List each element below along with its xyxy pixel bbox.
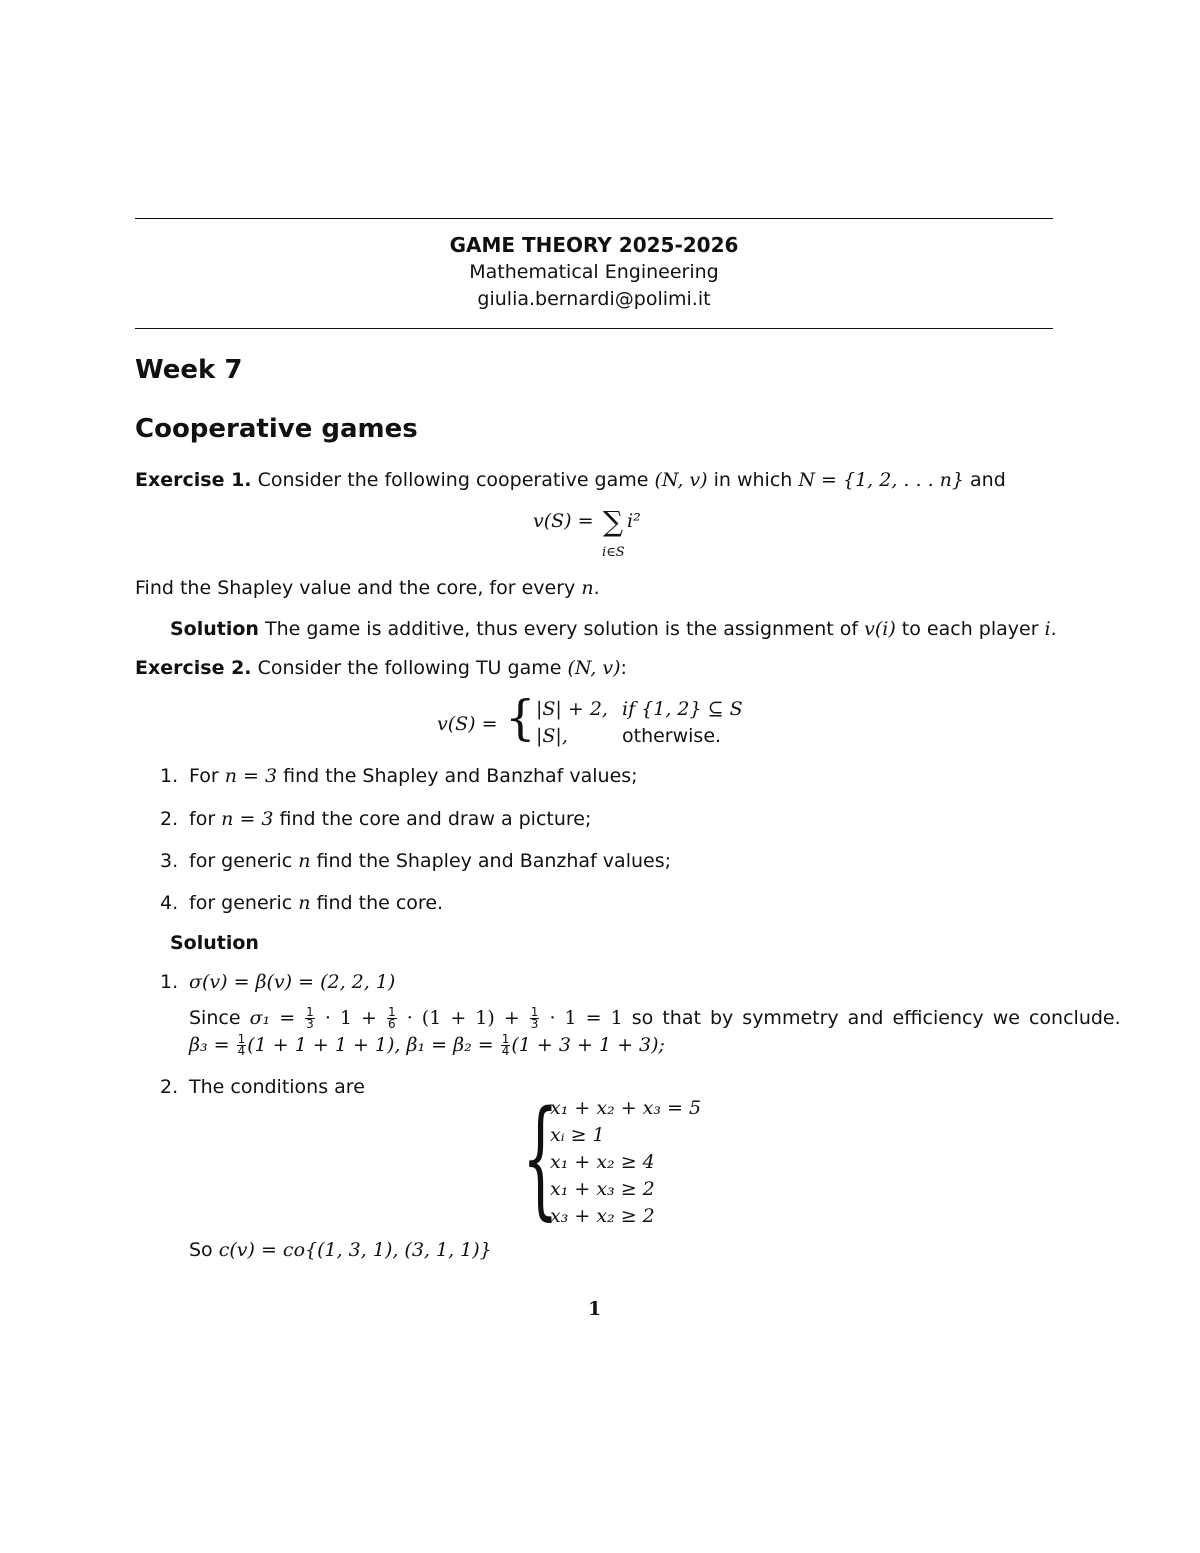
list-item-text2: find the core and draw a picture; <box>273 808 592 830</box>
ex1-solution-text: The game is additive, thus every solution is the assignment of <box>258 618 865 640</box>
list-item <box>160 892 443 914</box>
ex1-formula-lhs: v(S) = <box>533 510 600 532</box>
ex2-case2-value: |S|, <box>536 725 568 747</box>
ex1-solution-math: v(i) <box>864 618 896 640</box>
list-item-text2: find the core. <box>310 892 444 914</box>
ex1-sum-subscript: i∈S <box>602 545 625 560</box>
condition-line: x₁ + x₂ + x₃ = 5 <box>550 1097 702 1119</box>
list-item-number: 4. <box>160 892 179 914</box>
fraction <box>530 1007 540 1030</box>
ex1-players: N = {1, 2, . . . n} <box>798 469 964 491</box>
conditions-brace: { <box>522 1084 559 1233</box>
sol1-beta-part1: (1 + 1 + 1 + 1), β₁ = β₂ = <box>247 1034 500 1056</box>
ex2-solution-label <box>170 932 259 954</box>
exercise-1-label: Exercise 1. <box>135 469 252 491</box>
list-item <box>160 765 638 787</box>
exercise-2-label: Exercise 2. <box>135 657 252 679</box>
fraction-numerator: 1 <box>306 1005 314 1019</box>
sol2-text: The conditions are <box>189 1076 365 1098</box>
fraction-numerator: 1 <box>388 1005 396 1019</box>
list-item-math: n = 3 <box>224 765 278 787</box>
fraction-numerator: 1 <box>501 1032 510 1046</box>
ex2-text: Consider the following TU game <box>257 657 568 679</box>
sol1-sigma: σ₁ = <box>249 1007 305 1029</box>
fraction-denominator: 3 <box>306 1017 314 1031</box>
ex2-text2: : <box>620 657 627 679</box>
ex2-formula-lhs: v(S) = <box>437 713 504 735</box>
ex1-text: Consider the following cooperative game <box>257 469 655 491</box>
exercise-2-statement <box>135 657 627 679</box>
sol1-math: σ(v) = β(v) = (2, 2, 1) <box>189 971 396 993</box>
fraction <box>501 1034 511 1057</box>
ex2-case1-value: |S| + 2, <box>536 698 608 720</box>
condition-line: xᵢ ≥ 1 <box>550 1124 605 1146</box>
section-heading: Cooperative games <box>135 414 418 444</box>
ex1-question-text: Find the Shapley value and the core, for every <box>135 577 582 599</box>
list-item-text2: find the Shapley and Banzhaf values; <box>277 765 638 787</box>
list-item-text: For <box>189 765 225 787</box>
fraction <box>237 1034 247 1057</box>
list-item-number: 3. <box>160 850 179 872</box>
fraction-denominator: 6 <box>388 1017 396 1031</box>
list-item-number: 1. <box>160 765 179 787</box>
ex1-solution-label: Solution <box>170 618 259 640</box>
course-title: GAME THEORY 2025-2026 <box>449 233 739 257</box>
fraction <box>305 1007 315 1030</box>
ex1-formula <box>533 510 600 532</box>
fraction-numerator: 1 <box>530 1005 539 1019</box>
ex1-game: (N, v) <box>654 469 708 491</box>
ex1-solution-text2: to each player <box>895 618 1045 640</box>
list-item-text: for generic <box>189 892 299 914</box>
fraction-numerator: 1 <box>237 1032 246 1046</box>
sol1-beta-part2: (1 + 3 + 1 + 3); <box>511 1034 665 1056</box>
list-item-number: 2. <box>160 808 179 830</box>
ex2-solution-heading: Solution <box>170 932 259 954</box>
sol1-since: Since <box>189 1007 250 1029</box>
sol1-beta-line <box>189 1034 665 1057</box>
ex1-question-n: n <box>581 577 594 599</box>
sol2-core <box>189 1239 492 1261</box>
ex1-question <box>135 577 600 599</box>
ex1-solution-end: . <box>1050 618 1057 640</box>
list-item-math: n <box>298 892 311 914</box>
sol1-result <box>160 971 395 993</box>
condition-line: x₁ + x₂ ≥ 4 <box>550 1151 655 1173</box>
condition-line: x₃ + x₂ ≥ 2 <box>550 1205 655 1227</box>
bottom-rule <box>135 328 1053 329</box>
top-rule <box>135 218 1053 219</box>
exercise-1-statement <box>135 469 1006 491</box>
ex1-solution-i: i <box>1044 618 1051 640</box>
list-item-text2: find the Shapley and Banzhaf values; <box>310 850 672 872</box>
ex1-text2: in which <box>707 469 799 491</box>
fraction-denominator: 4 <box>237 1044 246 1058</box>
author-email: giulia.bernardi@polimi.it <box>477 288 711 310</box>
ex1-sum-term: i² <box>627 510 641 532</box>
fraction-denominator: 3 <box>530 1017 539 1031</box>
sol2-intro <box>160 1076 365 1098</box>
ex1-sum-symbol: ∑ <box>603 505 623 538</box>
fraction-denominator: 4 <box>501 1044 510 1058</box>
ex2-left-brace: { <box>505 690 536 746</box>
sol1-part2: · (1 + 1) + <box>397 1007 529 1029</box>
sol1-since-line <box>189 1007 1121 1030</box>
sol1-beta3: β₃ = <box>189 1034 236 1056</box>
list-item-text: for <box>189 808 222 830</box>
sol1-tail: so that by symmetry and efficiency we conclude. <box>622 1007 1121 1029</box>
list-item-text: for generic <box>189 850 299 872</box>
sol1-part1: · 1 + <box>315 1007 387 1029</box>
fraction <box>387 1007 397 1030</box>
ex1-question-end: . <box>593 577 600 599</box>
week-heading: Week 7 <box>135 355 243 385</box>
list-item <box>160 850 671 872</box>
sol1-part3: · 1 = 1 <box>540 1007 623 1029</box>
list-item <box>160 808 591 830</box>
page-number: 1 <box>588 1298 602 1320</box>
ex1-solution <box>170 618 1057 640</box>
ex2-game: (N, v) <box>567 657 621 679</box>
list-item-math: n = 3 <box>221 808 274 830</box>
list-item-math: n <box>298 850 311 872</box>
ex2-case2-condition: otherwise. <box>622 725 722 747</box>
sol1-number: 1. <box>160 971 179 993</box>
ex2-case1-condition: if {1, 2} ⊆ S <box>622 698 743 720</box>
ex1-text3: and <box>963 469 1006 491</box>
sol2-so: So <box>189 1239 219 1261</box>
sol2-core-math: c(v) = co{(1, 3, 1), (3, 1, 1)} <box>218 1239 492 1261</box>
condition-line: x₁ + x₃ ≥ 2 <box>550 1178 655 1200</box>
sol2-number: 2. <box>160 1076 179 1098</box>
course-subtitle: Mathematical Engineering <box>469 261 719 283</box>
